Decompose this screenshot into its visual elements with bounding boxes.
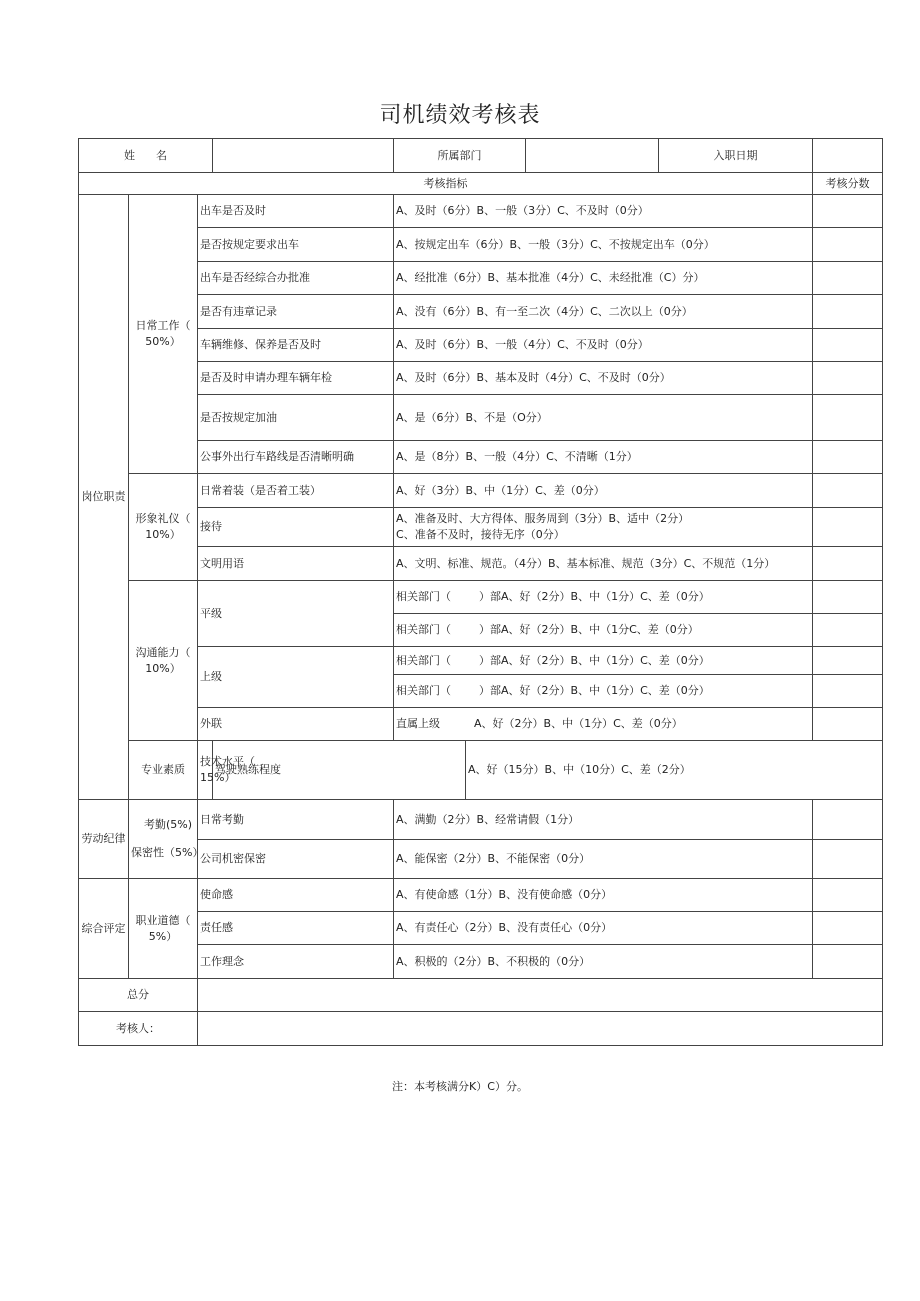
assessor-field[interactable]: [198, 1012, 883, 1046]
department-label: 所属部门: [394, 139, 526, 173]
score-cell[interactable]: [813, 708, 883, 741]
subcategory-communication: 沟通能力（ 10%）: [129, 581, 198, 741]
department-field[interactable]: [526, 139, 659, 173]
subcategory-discipline: 考勤(5%) 保密性（5%）: [129, 800, 198, 879]
item-options: A、按规定出车（6分）B、一般（3分）C、不按规定出车（0分）: [394, 228, 813, 262]
subcategory-tech: 技术水平（ 15%）: [198, 741, 213, 800]
table-row: [79, 195, 883, 228]
hire-date-label: 入职日期: [659, 139, 813, 173]
score-cell[interactable]: [813, 474, 883, 508]
item-options: A、及时（6分）B、一般（3分）C、不及时（0分）: [394, 195, 813, 228]
table-row: [79, 647, 883, 675]
item-name: 公司机密保密: [198, 840, 394, 879]
item-name: 使命感: [198, 879, 394, 912]
item-name: 接待: [198, 508, 394, 547]
table-row: [79, 295, 883, 329]
score-cell[interactable]: [813, 329, 883, 362]
item-name: 出车是否经综合办批准: [198, 262, 394, 295]
item-options: 直属上级 A、好（2分）B、中（1分）C、差（0分）: [394, 708, 813, 741]
item-name: 文明用语: [198, 547, 394, 581]
assessment-table: [78, 138, 883, 1046]
item-name: 驾驶熟练程度: [213, 741, 466, 800]
item-name: 日常着装（是否着工装）: [198, 474, 394, 508]
category-duty: 岗位职责: [79, 195, 129, 800]
item-options: A、积极的（2分）B、不积极的（0分）: [394, 945, 813, 979]
name-field[interactable]: [213, 139, 394, 173]
item-name: 是否及时申请办理车辆年检: [198, 362, 394, 395]
total-row: [79, 979, 883, 1012]
item-options: 相关部门（ ）部A、好（2分）B、中（1分）C、差（0分）: [394, 581, 813, 614]
table-row: [79, 800, 883, 840]
item-options: A、有使命感（1分）B、没有使命感（0分）: [394, 879, 813, 912]
table-row: [79, 395, 883, 441]
category-professional: 专业素质: [129, 741, 198, 800]
score-cell[interactable]: [813, 362, 883, 395]
item-options: A、好（3分）B、中（1分）C、差（0分）: [394, 474, 813, 508]
table-row: [79, 708, 883, 741]
item-name: 是否按规定要求出车: [198, 228, 394, 262]
footnote: 注：本考核满分K）C）分。: [392, 1080, 528, 1093]
score-cell[interactable]: [813, 262, 883, 295]
table-row: [79, 508, 883, 547]
score-cell[interactable]: [813, 945, 883, 979]
item-name: 出车是否及时: [198, 195, 394, 228]
table-row: [79, 879, 883, 912]
score-cell[interactable]: [813, 395, 883, 441]
item-options: 相关部门（ ）部A、好（2分）B、中（1分）C、差（0分）: [394, 675, 813, 708]
table-row: [79, 581, 883, 614]
item-options: 相关部门（ ）部A、好（2分）B、中（1分）C、差（0分）: [394, 647, 813, 675]
table-row: [79, 741, 883, 800]
table-row: [79, 441, 883, 474]
score-cell[interactable]: [813, 912, 883, 945]
category-overall: 综合评定: [79, 879, 129, 979]
assessor-label: 考核人：: [79, 1012, 198, 1046]
score-header: 考核分数: [813, 173, 883, 195]
item-options: A、有责任心（2分）B、没有责任心（0分）: [394, 912, 813, 945]
score-cell[interactable]: [813, 581, 883, 614]
score-cell[interactable]: [813, 800, 883, 840]
hire-date-field[interactable]: [813, 139, 883, 173]
item-name: 外联: [198, 708, 394, 741]
score-cell[interactable]: [813, 295, 883, 329]
table-row: [79, 474, 883, 508]
item-options: A、满勤（2分）B、经常请假（1分）: [394, 800, 813, 840]
item-options: A、是（6分）B、不是（O分）: [394, 395, 813, 441]
table-row: [79, 329, 883, 362]
item-options: 相关部门（ ）部A、好（2分）B、中（1分C、差（0分）: [394, 614, 813, 647]
item-options: A、没有（6分）B、有一至二次（4分）C、二次以上（0分）: [394, 295, 813, 329]
item-name: 公事外出行车路线是否清晰明确: [198, 441, 394, 474]
table-row: [79, 912, 883, 945]
category-discipline: 劳动纪律: [79, 800, 129, 879]
total-label: 总分: [79, 979, 198, 1012]
item-name: 工作理念: [198, 945, 394, 979]
score-cell[interactable]: [813, 647, 883, 675]
header-row: [79, 139, 883, 173]
score-cell[interactable]: [813, 675, 883, 708]
item-name: 日常考勤: [198, 800, 394, 840]
item-options: A、及时（6分）B、基本及时（4分）C、不及时（0分）: [394, 362, 813, 395]
item-options: A、是（8分）B、一般（4分）C、不清晰（1分）: [394, 441, 813, 474]
assessor-row: [79, 1012, 883, 1046]
item-name: 是否有违章记录: [198, 295, 394, 329]
total-field[interactable]: [198, 979, 883, 1012]
score-cell[interactable]: [813, 547, 883, 581]
item-options: A、能保密（2分）B、不能保密（0分）: [394, 840, 813, 879]
item-name: 车辆维修、保养是否及时: [198, 329, 394, 362]
score-cell[interactable]: [813, 840, 883, 879]
name-label: 姓 名: [79, 139, 213, 173]
table-row: [79, 547, 883, 581]
table-row: [79, 362, 883, 395]
subcategory-etiquette: 形象礼仪（ 10%）: [129, 474, 198, 581]
item-name: 上级: [198, 647, 394, 708]
score-cell[interactable]: [813, 614, 883, 647]
page-title: 司机绩效考核表: [379, 103, 541, 128]
item-name: 责任感: [198, 912, 394, 945]
item-options: A、文明、标准、规范。（4分）B、基本标准、规范（3分）C、不规范（1分）: [394, 547, 813, 581]
indicators-header: 考核指标: [79, 173, 813, 195]
score-cell[interactable]: [813, 508, 883, 547]
column-header-row: [79, 173, 883, 195]
score-cell[interactable]: [813, 195, 883, 228]
item-options: A、经批准（6分）B、基本批准（4分）C、未经批准（C）分）: [394, 262, 813, 295]
item-name: 是否按规定加油: [198, 395, 394, 441]
subcategory-ethics: 职业道德（ 5%）: [129, 879, 198, 979]
item-options: A、好（15分）B、中（10分）C、差（2分）: [466, 741, 883, 800]
subcategory-daily: 日常工作（ 50%）: [129, 195, 198, 474]
table-row: [79, 228, 883, 262]
table-row: [79, 262, 883, 295]
item-options: A、准备及时、大方得体、服务周到（3分）B、适中（2分） C、准备不及时，接待无序（0分）: [394, 508, 813, 547]
table-row: [79, 945, 883, 979]
score-cell[interactable]: [813, 879, 883, 912]
score-cell[interactable]: [813, 228, 883, 262]
score-cell[interactable]: [813, 441, 883, 474]
item-name: 平级: [198, 581, 394, 647]
item-options: A、及时（6分）B、一般（4分）C、不及时（0分）: [394, 329, 813, 362]
